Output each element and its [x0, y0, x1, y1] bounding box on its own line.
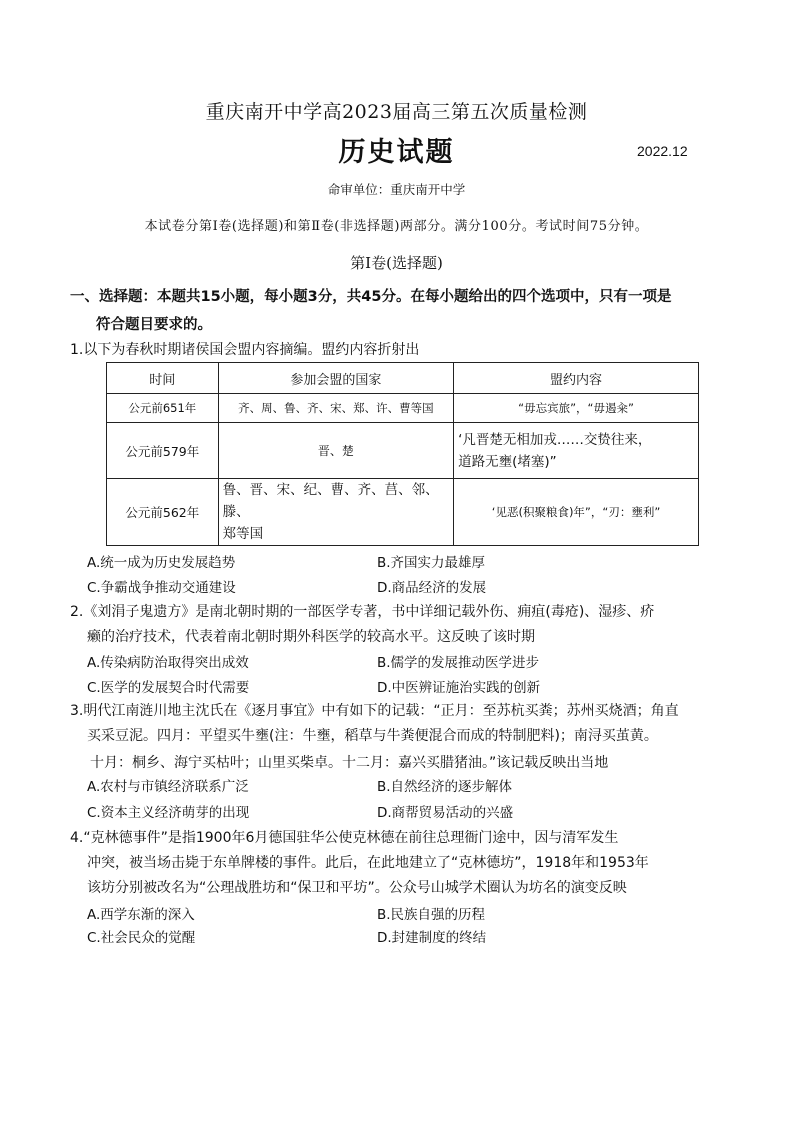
school-title: 重庆南开中学高2023届高三第五次质量检测: [205, 101, 588, 123]
q3-option-d: D.商帮贸易活动的兴盛: [377, 805, 514, 821]
exam-date: 2022.12: [637, 143, 688, 159]
table-cell-states: [218, 479, 454, 546]
question-4-stem: 4.“克林德事件”是指1900年6月德国驻华公使克林德在前往总理衙门途中，因与清军发生: [70, 830, 619, 846]
table-cell-content: ‘见恶(积聚粮食)年”，“刃：壅利”: [454, 479, 699, 546]
section-heading-cont: 符合题目要求的。: [96, 317, 212, 333]
q4-option-c: C.社会民众的觉醒: [87, 930, 196, 946]
table-row: [107, 423, 699, 479]
table-cell-states-line: 鲁、晋、宋、纪、曹、齐、莒、邻、滕、: [222, 482, 439, 520]
table-header-content: 盟约内容: [454, 363, 699, 394]
q1-option-c: C.争霸战争推动交通建设: [87, 580, 236, 596]
q1-option-b: B.齐国实力最雄厚: [377, 555, 486, 571]
exam-instructions: 本试卷分第Ⅰ卷(选择题)和第Ⅱ卷(非选择题)两部分。满分100分。考试时间75分钟。: [144, 219, 649, 234]
table-header-row: [107, 363, 699, 394]
table-cell-time: 公元前562年: [107, 479, 219, 546]
question-3-stem: 3.明代江南涟川地主沈氏在《逐月事宜》中有如下的记载：“正月：至苏杭买粪；苏州买烧酒；角直: [70, 703, 679, 719]
question-3-stem-cont: 十月：桐乡、海宁买枯叶；山里买柴卓。十二月：嘉兴买腊猪油。”该记载反映出当地: [90, 755, 609, 771]
table-row: [107, 479, 699, 546]
table-cell-states: 齐、周、鲁、齐、宋、郑、许、曹等国: [218, 394, 454, 423]
table-cell-time: 公元前651年: [107, 394, 219, 423]
table-cell-content-line: ‘凡晋楚无相加戎……交贽往来，: [458, 431, 652, 448]
question-2-stem: 2.《刘涓子鬼遗方》是南北朝时期的一部医学专著，书中详细记载外伤、痈疽(毒疮)、湿疹、疥: [70, 604, 655, 620]
question-4-stem-cont: 冲突，被当场击毙于东单牌楼的事件。此后，在此地建立了“克林德坊”，1918年和1953年: [87, 855, 649, 871]
q4-option-a: A.西学东渐的深入: [87, 907, 195, 923]
q4-option-b: B.民族自强的历程: [377, 907, 486, 923]
table-cell-content: “毋忘宾旅”，“毋遏籴”: [454, 394, 699, 423]
q4-option-d: D.封建制度的终结: [377, 930, 487, 946]
q2-option-d: D.中医辨证施治实践的创新: [377, 680, 541, 696]
table-cell-time: 公元前579年: [107, 423, 219, 479]
table-header-states: 参加会盟的国家: [218, 363, 454, 394]
q2-option-b: B.儒学的发展推动医学进步: [377, 655, 540, 671]
table-cell-states-line: 郑等国: [222, 526, 264, 542]
issuer-line: 命审单位：重庆南开中学: [327, 182, 466, 197]
table-cell-content: [454, 423, 699, 479]
covenant-table: [106, 362, 699, 546]
q1-option-a: A.统一成为历史发展趋势: [87, 555, 236, 571]
question-4-stem-cont: 该坊分别被改名为“公理战胜坊和“保卫和平坊”。公众号山城学术圈认为坊名的演变反映: [87, 880, 627, 896]
table-cell-states: 晋、楚: [218, 423, 454, 479]
q1-option-d: D.商品经济的发展: [377, 580, 487, 596]
table-header-time: 时间: [107, 363, 219, 394]
subject-title: 历史试题: [338, 137, 455, 168]
q2-option-a: A.传染病防治取得突出成效: [87, 655, 249, 671]
question-3-stem-cont: 买采豆泥。四月：平望买牛壅(注：牛壅，稻草与牛粪便混合而成的特制肥料)；南浔买茧黄。: [87, 728, 658, 744]
question-2-stem-cont: 癞的治疗技术，代表着南北朝时期外科医学的较高水平。这反映了该时期: [87, 629, 535, 645]
q2-option-c: C.医学的发展契合时代需要: [87, 680, 250, 696]
section-heading: 一、选择题：本题共15小题，每小题3分，共45分。在每小题给出的四个选项中，只有一项是: [70, 289, 672, 305]
q3-option-a: A.农村与市镇经济联系广泛: [87, 779, 249, 795]
q3-option-c: C.资本主义经济萌芽的出现: [87, 805, 250, 821]
table-cell-content-line: 道路无壅(堵塞)”: [458, 453, 557, 470]
volume-title: 第Ⅰ卷(选择题): [350, 254, 443, 272]
q3-option-b: B.自然经济的逐步解体: [377, 779, 513, 795]
table-row: [107, 394, 699, 423]
question-1-stem: 1.以下为春秋时期诸侯国会盟内容摘编。盟约内容折射出: [70, 342, 420, 358]
